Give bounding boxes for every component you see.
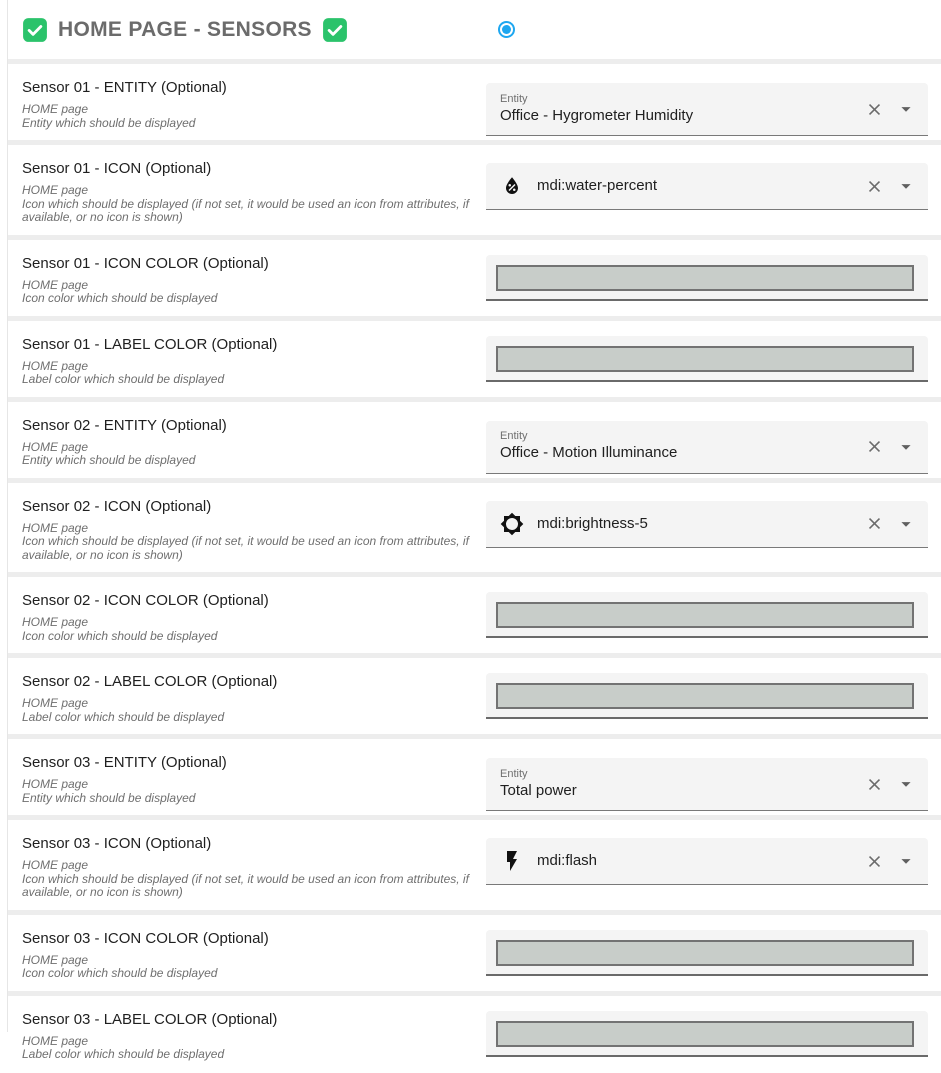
config-row: [8, 402, 941, 483]
chevron-down-icon[interactable]: [894, 772, 918, 796]
selected-radio-button[interactable]: [498, 21, 515, 38]
row-info: [22, 996, 486, 1072]
icon-select[interactable]: [486, 838, 928, 885]
row-input-area: [486, 996, 928, 1057]
row-info: [22, 402, 486, 478]
row-title: Sensor 01 - ICON COLOR (Optional): [22, 254, 269, 272]
clear-icon[interactable]: [862, 97, 886, 121]
row-subtitle: HOME page: [22, 277, 89, 292]
row-subtitle: HOME page: [22, 358, 89, 373]
row-title: Sensor 02 - LABEL COLOR (Optional): [22, 673, 278, 690]
row-input-area: [486, 240, 928, 301]
row-input-area: [486, 820, 928, 885]
row-subtitle: HOME page: [22, 520, 89, 535]
row-info: [22, 577, 486, 653]
entity-select[interactable]: [486, 83, 928, 136]
clear-icon[interactable]: [862, 174, 886, 198]
row-subtitle: HOME page: [22, 858, 89, 872]
row-input-area: [486, 577, 928, 638]
clear-icon[interactable]: [862, 435, 886, 459]
icon-field-value: mdi:water-percent: [537, 177, 658, 194]
row-description: Icon which should be displayed (if not set, it would be used an icon from attributes, if available, or no icon is shown): [22, 196, 469, 224]
section-header: [8, 0, 941, 64]
config-row: [8, 483, 941, 578]
config-row: [8, 915, 941, 996]
row-title: Sensor 01 - ICON (Optional): [22, 160, 212, 177]
entity-field-label: Entity: [500, 767, 528, 780]
icon-field-value: mdi:brightness-5: [537, 514, 648, 532]
flash-icon: [500, 849, 524, 873]
clear-icon[interactable]: [862, 849, 886, 873]
color-input[interactable]: [496, 1021, 914, 1047]
row-description: Label color which should be displayed: [22, 372, 225, 386]
row-description: Label color which should be displayed: [22, 709, 225, 724]
row-title: Sensor 03 - LABEL COLOR (Optional): [22, 1010, 278, 1028]
config-row: [8, 658, 941, 739]
color-input[interactable]: [496, 602, 914, 628]
config-row: [8, 996, 941, 1073]
radio-icon: [498, 21, 515, 38]
config-row: [8, 64, 941, 145]
row-info: [22, 240, 486, 316]
row-title: Sensor 02 - ENTITY (Optional): [22, 416, 227, 434]
entity-field-value: Office - Motion Illuminance: [500, 444, 678, 461]
icon-select[interactable]: [486, 501, 928, 548]
config-row: [8, 321, 941, 402]
chevron-down-icon[interactable]: [894, 174, 918, 198]
row-info: [22, 915, 486, 991]
icon-field-value: mdi:flash: [537, 852, 598, 869]
row-description: Icon color which should be displayed: [22, 291, 218, 305]
entity-select[interactable]: [486, 758, 928, 811]
row-description: Icon which should be displayed (if not set, it would be used an icon from attributes, if available, or no icon is shown): [22, 871, 469, 899]
row-description: Icon which should be displayed (if not set, it would be used an icon from attributes, if available, or no icon is shown): [22, 534, 469, 562]
icon-select[interactable]: [486, 163, 928, 210]
brightness-icon: [500, 512, 524, 536]
row-info: [22, 321, 486, 397]
row-subtitle: HOME page: [22, 1033, 89, 1048]
row-input-area: [486, 321, 928, 382]
check-icon: [22, 17, 48, 43]
row-subtitle: HOME page: [22, 439, 89, 454]
row-input-area: [486, 145, 928, 210]
config-row: [8, 577, 941, 658]
row-info: [22, 739, 486, 815]
row-title: Sensor 03 - ICON COLOR (Optional): [22, 929, 269, 947]
row-input-area: [486, 64, 928, 136]
color-input[interactable]: [496, 683, 914, 709]
config-row: [8, 145, 941, 240]
row-description: Label color which should be displayed: [22, 1047, 225, 1061]
config-row: [8, 739, 941, 820]
chevron-down-icon[interactable]: [894, 97, 918, 121]
clear-icon[interactable]: [862, 512, 886, 536]
row-subtitle: HOME page: [22, 615, 89, 629]
clear-icon[interactable]: [862, 772, 886, 796]
color-field-container: [486, 1011, 928, 1057]
color-field-container: [486, 930, 928, 976]
row-info: [22, 64, 486, 140]
row-title: Sensor 03 - ICON (Optional): [22, 835, 212, 852]
row-description: Entity which should be displayed: [22, 790, 196, 805]
row-title: Sensor 02 - ICON COLOR (Optional): [22, 592, 269, 609]
row-input-area: [486, 915, 928, 976]
row-info: [22, 658, 486, 734]
row-subtitle: HOME page: [22, 183, 89, 197]
row-input-area: [486, 483, 928, 548]
row-subtitle: HOME page: [22, 696, 89, 710]
row-description: Entity which should be displayed: [22, 115, 196, 130]
row-input-area: [486, 739, 928, 811]
row-input-area: [486, 658, 928, 719]
chevron-down-icon[interactable]: [894, 512, 918, 536]
config-row: [8, 240, 941, 321]
row-title: Sensor 02 - ICON (Optional): [22, 497, 212, 515]
row-info: [22, 145, 486, 235]
blueprint-config-panel: [7, 0, 941, 1061]
row-description: Icon color which should be displayed: [22, 966, 218, 980]
color-field-container: [486, 336, 928, 382]
color-input[interactable]: [496, 940, 914, 966]
config-rows: [8, 64, 941, 1073]
row-title: Sensor 01 - ENTITY (Optional): [22, 79, 227, 96]
row-subtitle: HOME page: [22, 777, 89, 791]
entity-field-label: Entity: [500, 430, 528, 442]
entity-field-value: Office - Hygrometer Humidity: [500, 106, 694, 124]
color-field-container: [486, 255, 928, 301]
config-row: [8, 820, 941, 915]
chevron-down-icon[interactable]: [894, 435, 918, 459]
row-title: Sensor 03 - ENTITY (Optional): [22, 754, 227, 771]
chevron-down-icon[interactable]: [894, 849, 918, 873]
color-field-container: [486, 673, 928, 719]
row-input-area: [486, 402, 928, 474]
page-title: HOME PAGE - SENSORS: [58, 17, 312, 41]
check-icon: [322, 17, 348, 43]
water-percent-icon: [500, 174, 524, 198]
row-info: [22, 820, 486, 910]
row-info: [22, 483, 486, 573]
entity-field-label: Entity: [500, 92, 528, 105]
row-subtitle: HOME page: [22, 102, 89, 116]
entity-select[interactable]: [486, 421, 928, 474]
color-field-container: [486, 592, 928, 638]
row-description: Icon color which should be displayed: [22, 628, 218, 643]
entity-field-value: Total power: [500, 781, 577, 799]
row-description: Entity which should be displayed: [22, 453, 196, 467]
row-subtitle: HOME page: [22, 952, 89, 967]
color-input[interactable]: [496, 346, 914, 372]
row-title: Sensor 01 - LABEL COLOR (Optional): [22, 335, 278, 353]
color-input[interactable]: [496, 265, 914, 291]
